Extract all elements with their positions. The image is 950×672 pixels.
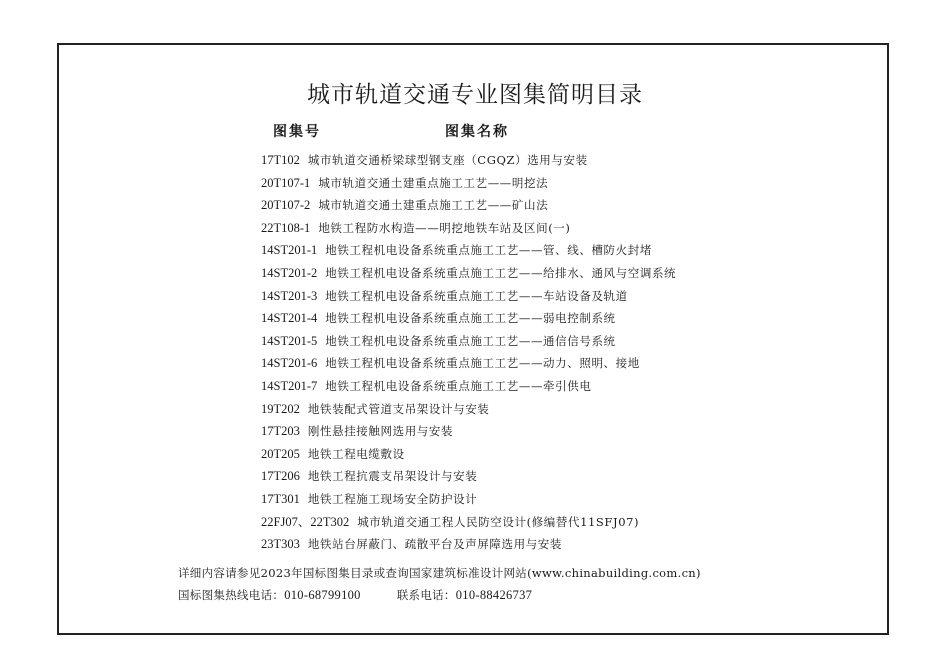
atlas-name: 刚性悬挂接触网选用与安装 — [307, 424, 454, 439]
atlas-name: 地铁工程防水构造——明挖地铁车站及区间(一) — [318, 220, 571, 235]
atlas-name: 城市轨道交通工程人民防空设计(修编替代11SFJ07) — [357, 514, 640, 529]
atlas-name: 地铁站台屏蔽门、疏散平台及声屏障选用与安装 — [307, 537, 562, 552]
list-item — [261, 217, 676, 240]
list-item — [261, 285, 676, 308]
atlas-code: 20T107-1 — [261, 175, 311, 190]
contact-number: 010-88426737 — [455, 588, 533, 602]
footer-reference-note: 详细内容请参见2023年国标图集目录或查询国家建筑标准设计网站(www.chinabuilding.com.cn) — [178, 566, 701, 580]
atlas-code: 22FJ07、22T302 — [261, 514, 350, 529]
atlas-name: 地铁工程机电设备系统重点施工工艺——通信信号系统 — [325, 333, 616, 348]
list-item — [261, 375, 676, 398]
list-item — [261, 149, 676, 172]
atlas-name: 地铁工程电缆敷设 — [307, 446, 405, 461]
list-item — [261, 443, 676, 466]
list-item — [261, 194, 676, 217]
atlas-name: 地铁工程机电设备系统重点施工工艺——车站设备及轨道 — [325, 288, 628, 303]
hotline-number: 010-68799100 — [284, 588, 361, 602]
atlas-code: 17T102 — [261, 153, 300, 167]
list-item — [261, 172, 676, 195]
list-item — [261, 330, 676, 353]
page-title: 城市轨道交通专业图集简明目录 — [307, 82, 643, 108]
atlas-code: 14ST201-7 — [261, 378, 318, 393]
atlas-name: 城市轨道交通土建重点施工工艺——矿山法 — [318, 198, 549, 213]
atlas-code: 19T202 — [261, 401, 300, 416]
atlas-code: 14ST201-5 — [261, 333, 318, 348]
atlas-name: 地铁工程机电设备系统重点施工工艺——给排水、通风与空调系统 — [325, 265, 677, 280]
column-header-name: 图集名称 — [445, 124, 509, 140]
contact-label: 联系电话： — [396, 588, 456, 602]
atlas-name: 地铁工程机电设备系统重点施工工艺——弱电控制系统 — [325, 311, 616, 326]
atlas-code: 14ST201-1 — [261, 243, 318, 258]
list-item — [261, 488, 676, 511]
list-item — [261, 511, 676, 534]
column-header-code: 图集号 — [273, 124, 321, 140]
atlas-code: 14ST201-3 — [261, 288, 318, 303]
list-item — [261, 533, 676, 556]
atlas-name: 地铁工程机电设备系统重点施工工艺——牵引供电 — [325, 378, 592, 393]
atlas-code: 14ST201-4 — [261, 311, 318, 326]
atlas-name: 城市轨道交通土建重点施工工艺——明挖法 — [318, 175, 549, 190]
atlas-name: 城市轨道交通桥梁球型钢支座（CGQZ）选用与安装 — [307, 153, 588, 167]
atlas-name: 地铁工程施工现场安全防护设计 — [307, 491, 478, 506]
list-item — [261, 465, 676, 488]
atlas-name: 地铁装配式管道支吊架设计与安装 — [307, 401, 490, 416]
atlas-code: 17T206 — [261, 469, 300, 484]
list-item — [261, 398, 676, 421]
list-item — [261, 420, 676, 443]
atlas-code: 20T205 — [261, 446, 300, 461]
list-item — [261, 307, 676, 330]
atlas-code: 20T107-2 — [261, 198, 311, 213]
list-item — [261, 239, 676, 262]
footer-contact-line — [178, 584, 701, 606]
catalog-list — [261, 149, 676, 556]
atlas-code: 17T203 — [261, 424, 300, 439]
atlas-code: 14ST201-2 — [261, 265, 318, 280]
atlas-code: 22T108-1 — [261, 220, 311, 235]
list-item — [261, 352, 676, 375]
atlas-name: 地铁工程抗震支吊架设计与安装 — [307, 469, 478, 484]
list-item — [261, 262, 676, 285]
footer-notes — [178, 562, 701, 606]
atlas-name: 地铁工程机电设备系统重点施工工艺——管、线、槽防火封堵 — [325, 243, 652, 258]
hotline-label: 国标图集热线电话： — [178, 588, 285, 602]
atlas-code: 14ST201-6 — [261, 356, 318, 371]
atlas-code: 17T301 — [261, 491, 300, 506]
atlas-code: 23T303 — [261, 537, 300, 552]
atlas-name: 地铁工程机电设备系统重点施工工艺——动力、照明、接地 — [325, 356, 640, 371]
